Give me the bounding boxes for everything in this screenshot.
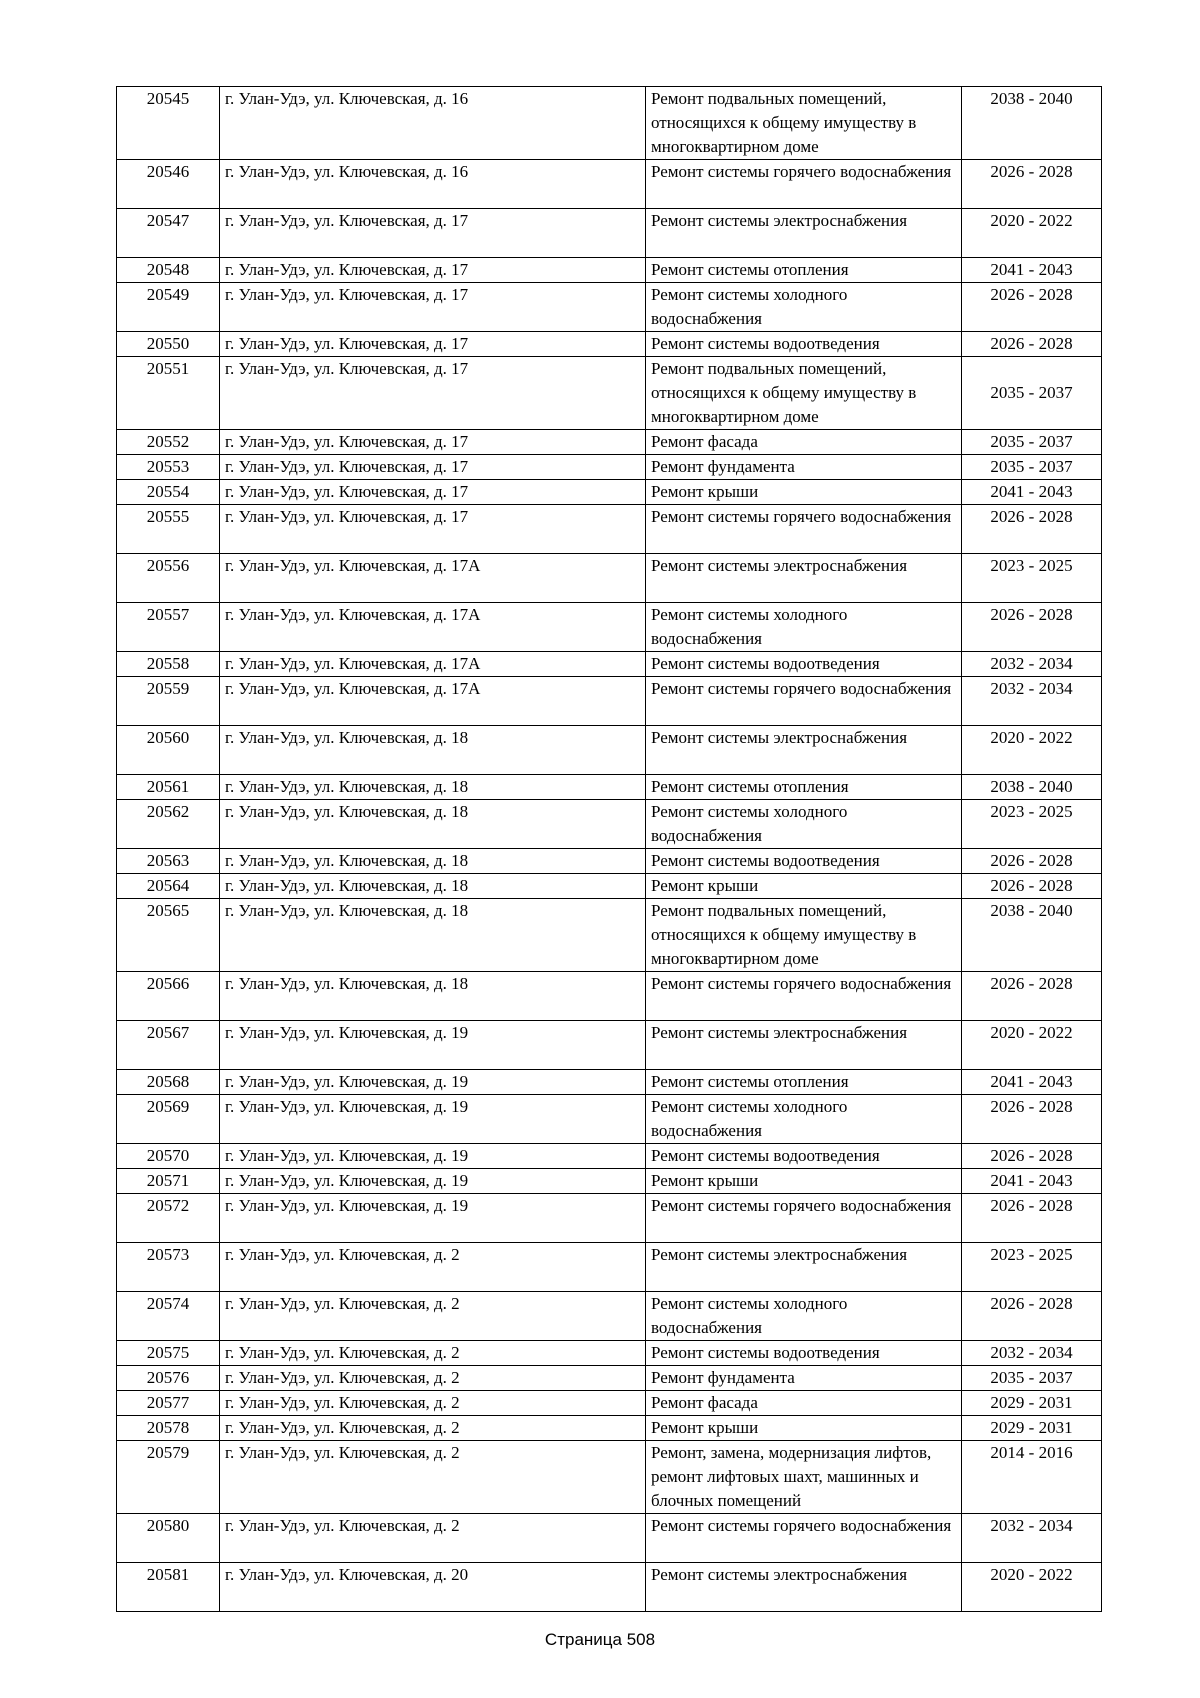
row-period: 2026 - 2028 [962,972,1102,1021]
row-number: 20565 [117,899,220,972]
row-work-type: Ремонт системы холодного водоснабжения [646,1292,962,1341]
row-work-type: Ремонт системы холодного водоснабжения [646,1095,962,1144]
row-address: г. Улан-Удэ, ул. Ключевская, д. 2 [220,1292,646,1341]
row-work-type: Ремонт системы холодного водоснабжения [646,283,962,332]
table-row [117,1514,1102,1563]
row-period: 2026 - 2028 [962,603,1102,652]
row-work-type: Ремонт системы холодного водоснабжения [646,603,962,652]
row-address: г. Улан-Удэ, ул. Ключевская, д. 18 [220,899,646,972]
row-period: 2035 - 2037 [962,1366,1102,1391]
table-row [117,1441,1102,1514]
table-row [117,775,1102,800]
row-number: 20555 [117,505,220,554]
row-work-type: Ремонт фундамента [646,455,962,480]
row-number: 20546 [117,160,220,209]
row-number: 20551 [117,357,220,430]
row-period: 2023 - 2025 [962,1243,1102,1292]
row-number: 20580 [117,1514,220,1563]
table-row [117,603,1102,652]
row-work-type: Ремонт крыши [646,874,962,899]
row-address: г. Улан-Удэ, ул. Ключевская, д. 18 [220,800,646,849]
row-address: г. Улан-Удэ, ул. Ключевская, д. 17А [220,652,646,677]
row-number: 20570 [117,1144,220,1169]
row-address: г. Улан-Удэ, ул. Ключевская, д. 17А [220,554,646,603]
row-address: г. Улан-Удэ, ул. Ключевская, д. 20 [220,1563,646,1612]
row-number: 20556 [117,554,220,603]
row-address: г. Улан-Удэ, ул. Ключевская, д. 2 [220,1341,646,1366]
row-period: 2026 - 2028 [962,1144,1102,1169]
row-address: г. Улан-Удэ, ул. Ключевская, д. 19 [220,1169,646,1194]
table-row [117,1070,1102,1095]
row-address: г. Улан-Удэ, ул. Ключевская, д. 19 [220,1194,646,1243]
row-number: 20561 [117,775,220,800]
row-period: 2026 - 2028 [962,874,1102,899]
table-row [117,357,1102,430]
row-number: 20573 [117,1243,220,1292]
table-row [117,1021,1102,1070]
row-work-type: Ремонт крыши [646,480,962,505]
row-work-type: Ремонт системы водоотведения [646,332,962,357]
row-address: г. Улан-Удэ, ул. Ключевская, д. 17 [220,505,646,554]
row-period: 2026 - 2028 [962,1292,1102,1341]
row-period: 2041 - 2043 [962,258,1102,283]
row-address: г. Улан-Удэ, ул. Ключевская, д. 2 [220,1366,646,1391]
row-address: г. Улан-Удэ, ул. Ключевская, д. 19 [220,1070,646,1095]
row-work-type: Ремонт системы отопления [646,775,962,800]
row-number: 20569 [117,1095,220,1144]
page-number-footer: Страница 508 [544,1630,656,1649]
row-period: 2032 - 2034 [962,1514,1102,1563]
row-number: 20579 [117,1441,220,1514]
row-number: 20576 [117,1366,220,1391]
table-row [117,505,1102,554]
row-address: г. Улан-Удэ, ул. Ключевская, д. 17 [220,357,646,430]
row-period: 2041 - 2043 [962,1070,1102,1095]
table-row [117,849,1102,874]
row-address: г. Улан-Удэ, ул. Ключевская, д. 2 [220,1514,646,1563]
row-address: г. Улан-Удэ, ул. Ключевская, д. 2 [220,1441,646,1514]
row-address: г. Улан-Удэ, ул. Ключевская, д. 19 [220,1021,646,1070]
row-work-type: Ремонт системы горячего водоснабжения [646,1194,962,1243]
table-row [117,1169,1102,1194]
row-address: г. Улан-Удэ, ул. Ключевская, д. 18 [220,726,646,775]
row-number: 20547 [117,209,220,258]
row-period: 2020 - 2022 [962,209,1102,258]
row-number: 20559 [117,677,220,726]
table-row [117,87,1102,160]
row-work-type: Ремонт системы электроснабжения [646,1563,962,1612]
row-work-type: Ремонт системы горячего водоснабжения [646,677,962,726]
table-row [117,1144,1102,1169]
row-period: 2026 - 2028 [962,1194,1102,1243]
row-address: г. Улан-Удэ, ул. Ключевская, д. 17 [220,430,646,455]
row-period: 2026 - 2028 [962,849,1102,874]
table-row [117,1416,1102,1441]
row-work-type: Ремонт системы электроснабжения [646,1243,962,1292]
row-address: г. Улан-Удэ, ул. Ключевская, д. 2 [220,1416,646,1441]
row-address: г. Улан-Удэ, ул. Ключевская, д. 18 [220,775,646,800]
row-period: 2023 - 2025 [962,554,1102,603]
row-period: 2020 - 2022 [962,726,1102,775]
row-period: 2023 - 2025 [962,800,1102,849]
row-period: 2035 - 2037 [962,455,1102,480]
row-work-type: Ремонт системы электроснабжения [646,1021,962,1070]
row-period: 2038 - 2040 [962,87,1102,160]
row-period: 2014 - 2016 [962,1441,1102,1514]
row-work-type: Ремонт системы горячего водоснабжения [646,1514,962,1563]
row-work-type: Ремонт подвальных помещений, относящихся к общему имуществу в многоквартирном доме [646,899,962,972]
row-number: 20571 [117,1169,220,1194]
row-period: 2026 - 2028 [962,1095,1102,1144]
table-row [117,209,1102,258]
row-period: 2026 - 2028 [962,505,1102,554]
row-number: 20554 [117,480,220,505]
repair-schedule-table [116,86,1102,1612]
table-row [117,1341,1102,1366]
row-work-type: Ремонт системы электроснабжения [646,554,962,603]
table-row [117,1194,1102,1243]
row-address: г. Улан-Удэ, ул. Ключевская, д. 17 [220,455,646,480]
row-number: 20557 [117,603,220,652]
row-address: г. Улан-Удэ, ул. Ключевская, д. 17 [220,283,646,332]
table-row [117,726,1102,775]
row-work-type: Ремонт системы горячего водоснабжения [646,505,962,554]
table-row [117,455,1102,480]
row-number: 20581 [117,1563,220,1612]
table-row [117,652,1102,677]
row-address: г. Улан-Удэ, ул. Ключевская, д. 17 [220,258,646,283]
row-period: 2032 - 2034 [962,677,1102,726]
row-period: 2029 - 2031 [962,1391,1102,1416]
table-row [117,480,1102,505]
row-address: г. Улан-Удэ, ул. Ключевская, д. 17 [220,332,646,357]
row-number: 20545 [117,87,220,160]
row-number: 20566 [117,972,220,1021]
row-number: 20577 [117,1391,220,1416]
table-row [117,1563,1102,1612]
table-row [117,800,1102,849]
table-row [117,1391,1102,1416]
row-period: 2032 - 2034 [962,652,1102,677]
row-period: 2035 - 2037 [962,357,1102,430]
row-work-type: Ремонт системы водоотведения [646,1144,962,1169]
table-row [117,677,1102,726]
table-row [117,283,1102,332]
row-number: 20575 [117,1341,220,1366]
row-period: 2020 - 2022 [962,1021,1102,1070]
row-address: г. Улан-Удэ, ул. Ключевская, д. 18 [220,849,646,874]
row-number: 20563 [117,849,220,874]
row-number: 20574 [117,1292,220,1341]
row-number: 20560 [117,726,220,775]
row-address: г. Улан-Удэ, ул. Ключевская, д. 2 [220,1391,646,1416]
row-address: г. Улан-Удэ, ул. Ключевская, д. 17 [220,209,646,258]
row-work-type: Ремонт системы горячего водоснабжения [646,160,962,209]
table-row [117,1095,1102,1144]
row-work-type: Ремонт подвальных помещений, относящихся к общему имуществу в многоквартирном доме [646,357,962,430]
row-period: 2032 - 2034 [962,1341,1102,1366]
row-work-type: Ремонт системы электроснабжения [646,726,962,775]
table-row [117,160,1102,209]
row-work-type: Ремонт фасада [646,430,962,455]
row-number: 20552 [117,430,220,455]
row-address: г. Улан-Удэ, ул. Ключевская, д. 16 [220,160,646,209]
row-period: 2026 - 2028 [962,283,1102,332]
table-row [117,899,1102,972]
row-number: 20568 [117,1070,220,1095]
row-address: г. Улан-Удэ, ул. Ключевская, д. 17 [220,480,646,505]
row-number: 20564 [117,874,220,899]
row-period: 2038 - 2040 [962,899,1102,972]
row-address: г. Улан-Удэ, ул. Ключевская, д. 19 [220,1095,646,1144]
row-number: 20549 [117,283,220,332]
row-work-type: Ремонт системы холодного водоснабжения [646,800,962,849]
row-number: 20548 [117,258,220,283]
row-period: 2026 - 2028 [962,332,1102,357]
row-period: 2029 - 2031 [962,1416,1102,1441]
row-address: г. Улан-Удэ, ул. Ключевская, д. 18 [220,874,646,899]
row-period: 2026 - 2028 [962,160,1102,209]
row-number: 20578 [117,1416,220,1441]
row-work-type: Ремонт системы электроснабжения [646,209,962,258]
row-work-type: Ремонт крыши [646,1169,962,1194]
table-row [117,1292,1102,1341]
row-address: г. Улан-Удэ, ул. Ключевская, д. 17А [220,677,646,726]
table-row [117,874,1102,899]
table-row [117,972,1102,1021]
row-work-type: Ремонт подвальных помещений, относящихся к общему имуществу в многоквартирном доме [646,87,962,160]
row-number: 20558 [117,652,220,677]
row-work-type: Ремонт крыши [646,1416,962,1441]
row-address: г. Улан-Удэ, ул. Ключевская, д. 18 [220,972,646,1021]
row-address: г. Улан-Удэ, ул. Ключевская, д. 16 [220,87,646,160]
row-number: 20562 [117,800,220,849]
row-period: 2038 - 2040 [962,775,1102,800]
row-period: 2035 - 2037 [962,430,1102,455]
row-work-type: Ремонт, замена, модернизация лифтов, ремонт лифтовых шахт, машинных и блочных помещений [646,1441,962,1514]
row-work-type: Ремонт системы отопления [646,258,962,283]
row-work-type: Ремонт системы водоотведения [646,849,962,874]
row-address: г. Улан-Удэ, ул. Ключевская, д. 2 [220,1243,646,1292]
table-row [117,430,1102,455]
row-period: 2041 - 2043 [962,480,1102,505]
row-address: г. Улан-Удэ, ул. Ключевская, д. 19 [220,1144,646,1169]
row-work-type: Ремонт системы водоотведения [646,652,962,677]
row-number: 20567 [117,1021,220,1070]
table-row [117,1243,1102,1292]
row-number: 20550 [117,332,220,357]
table-row [117,258,1102,283]
table-row [117,332,1102,357]
row-work-type: Ремонт фасада [646,1391,962,1416]
row-period: 2020 - 2022 [962,1563,1102,1612]
row-number: 20553 [117,455,220,480]
row-work-type: Ремонт системы горячего водоснабжения [646,972,962,1021]
row-address: г. Улан-Удэ, ул. Ключевская, д. 17А [220,603,646,652]
row-period: 2041 - 2043 [962,1169,1102,1194]
table-row [117,1366,1102,1391]
row-work-type: Ремонт системы водоотведения [646,1341,962,1366]
row-number: 20572 [117,1194,220,1243]
table-row [117,554,1102,603]
row-work-type: Ремонт системы отопления [646,1070,962,1095]
row-work-type: Ремонт фундамента [646,1366,962,1391]
